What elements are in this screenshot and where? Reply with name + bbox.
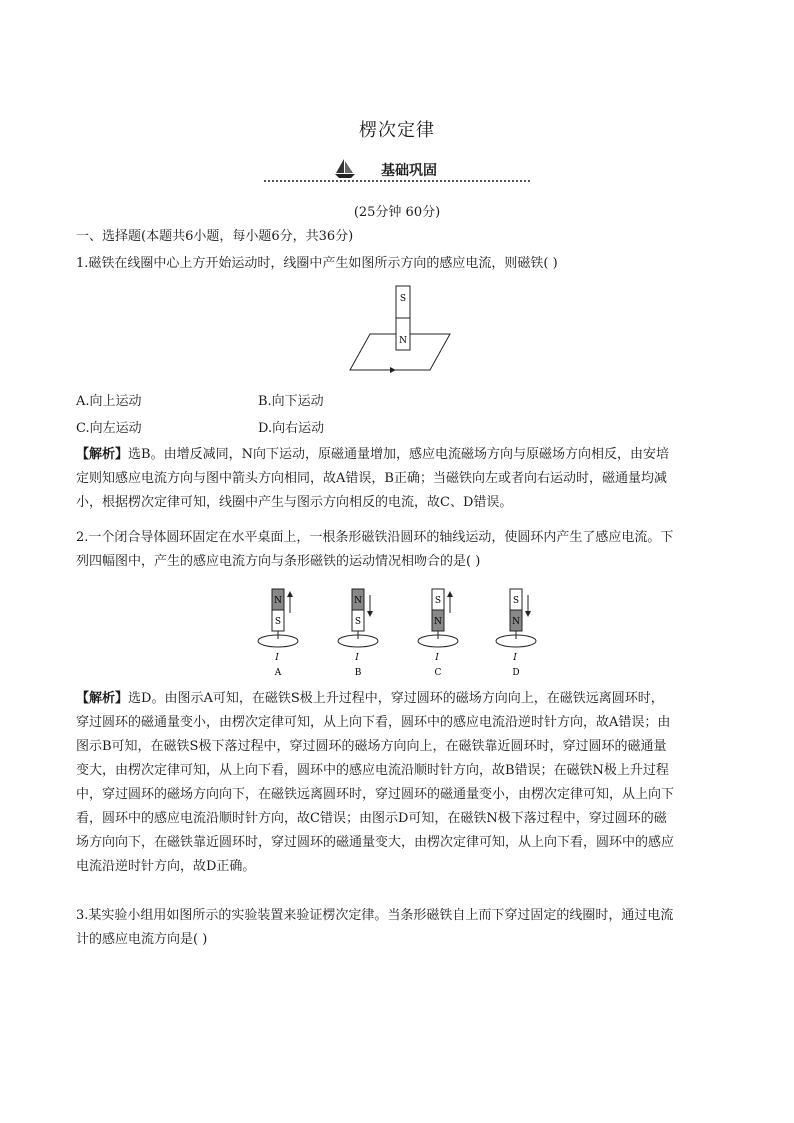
current-label-c: I xyxy=(435,653,439,663)
q1-answer-line: 小，根据楞次定律可知，线圈中产生与图示方向相反的电流，故C、D错误。 xyxy=(76,495,513,510)
section-header xyxy=(264,158,530,184)
page-title: 楞次定律 xyxy=(359,120,435,141)
figure-a xyxy=(258,589,298,678)
pole-top-d: S xyxy=(512,596,520,606)
q2-answer-line: 图示B可知，在磁铁S极下落过程中，穿过圆环的磁场方向向上，在磁铁靠近圆环时，穿过圆环的磁通量 xyxy=(76,739,667,754)
q2-answer-line: 选D。由图示A可知，在磁铁S极上升过程中，穿过圆环的磁场方向向上，在磁铁远离圆环时， xyxy=(128,691,664,706)
magnet-pole-top: S xyxy=(399,294,407,304)
q2-stem xyxy=(76,526,720,574)
figure-b xyxy=(338,589,378,678)
q2-stem-line: 列四幅图中，产生的感应电流方向与条形磁铁的运动情况相吻合的是( ) xyxy=(76,554,481,569)
q1-answer-line: 选B。由增反减同，N向下运动，原磁通量增加，感应电流磁场方向与原磁场方向相反，由安培 xyxy=(128,447,669,462)
figure-label-a: A xyxy=(274,668,282,678)
pole-bottom-b: S xyxy=(354,617,362,627)
q3-stem-line: 3.某实验小组用如图所示的实验装置来验证楞次定律。当条形磁铁自上而下穿过固定的线圈时，通过电流 xyxy=(76,908,674,923)
current-label-a: I xyxy=(275,653,279,663)
current-arrow-icon xyxy=(390,367,396,373)
figure-c xyxy=(418,589,458,678)
figure-label-d: D xyxy=(512,668,520,678)
q1-option-b: B.向下运动 xyxy=(258,394,324,409)
q2-answer-line: 穿过圆环的磁通量变小，由楞次定律可知，从上向下看，圆环中的感应电流沿逆时针方向，故A错误；由 xyxy=(76,715,671,730)
figure-label-b: B xyxy=(354,668,362,678)
q2-answer-line: 电流沿逆时针方向，故D正确。 xyxy=(76,859,256,874)
current-label-d: I xyxy=(513,653,517,663)
q1-option-c: C.向左运动 xyxy=(76,421,142,436)
q1-option-d: D.向右运动 xyxy=(258,421,325,436)
pole-bottom-c: N xyxy=(434,617,442,627)
q1-answer-tag: 【解析】 xyxy=(76,447,129,462)
pole-top-c: S xyxy=(434,596,442,606)
down-arrow-icon xyxy=(367,611,373,617)
pole-top-a: N xyxy=(274,596,282,606)
q1-answer-line: 定则知感应电流方向与图中箭头方向相同，故A错误，B正确；当磁铁向左或者向右运动时，磁通量均减 xyxy=(76,471,667,486)
section-label: 基础巩固 xyxy=(381,163,437,179)
q3-stem-line: 计的感应电流方向是( ) xyxy=(76,932,208,947)
q2-stem-line: 2.一个闭合导体圆环固定在水平桌面上，一根条形磁铁沿圆环的轴线运动，使圆环内产生了感应电流。下 xyxy=(76,530,674,545)
q2-answer-line: 看，圆环中的感应电流沿顺时针方向，故C错误；由图示D可知，在磁铁N极下落过程中，穿过圆环的磁 xyxy=(76,811,667,826)
q2-figures xyxy=(246,585,556,681)
q2-answer-tag: 【解析】 xyxy=(76,691,129,706)
q1-stem: 1.磁铁在线圈中心上方开始运动时，线圈中产生如图所示方向的感应电流，则磁铁( ) xyxy=(76,256,558,271)
up-arrow-icon xyxy=(287,591,293,597)
dotted-divider xyxy=(264,180,530,182)
q2-answer xyxy=(76,687,720,879)
magnet-pole-bottom: N xyxy=(399,336,407,346)
q3-stem xyxy=(76,904,720,952)
q2-answer-line: 场方向向下，在磁铁靠近圆环时，穿过圆环的磁通量变大，由楞次定律可知，从上向下看，圆环中的感应 xyxy=(76,835,675,850)
q2-answer-line: 中，穿过圆环的磁场方向向下，在磁铁远离圆环时，穿过圆环的磁通量变小，由楞次定律可知，从上向下 xyxy=(76,787,675,802)
q1-option-a: A.向上运动 xyxy=(76,394,142,409)
part1-heading: 一、选择题(本题共6小题，每小题6分，共36分) xyxy=(76,229,354,244)
pole-bottom-d: N xyxy=(512,617,520,627)
up-arrow-icon xyxy=(447,591,453,597)
figure-d xyxy=(496,589,536,678)
q1-answer xyxy=(76,443,720,515)
current-label-b: I xyxy=(355,653,359,663)
pole-bottom-a: S xyxy=(274,617,282,627)
pole-top-b: N xyxy=(354,596,362,606)
q1-figure xyxy=(340,284,460,380)
figure-label-c: C xyxy=(434,668,442,678)
q2-answer-line: 变大，由楞次定律可知，从上向下看，圆环中的感应电流沿顺时针方向，故B错误；在磁铁N极上升过程 xyxy=(76,763,669,778)
time-note: (25分钟 60分) xyxy=(353,205,441,220)
down-arrow-icon xyxy=(525,611,531,617)
